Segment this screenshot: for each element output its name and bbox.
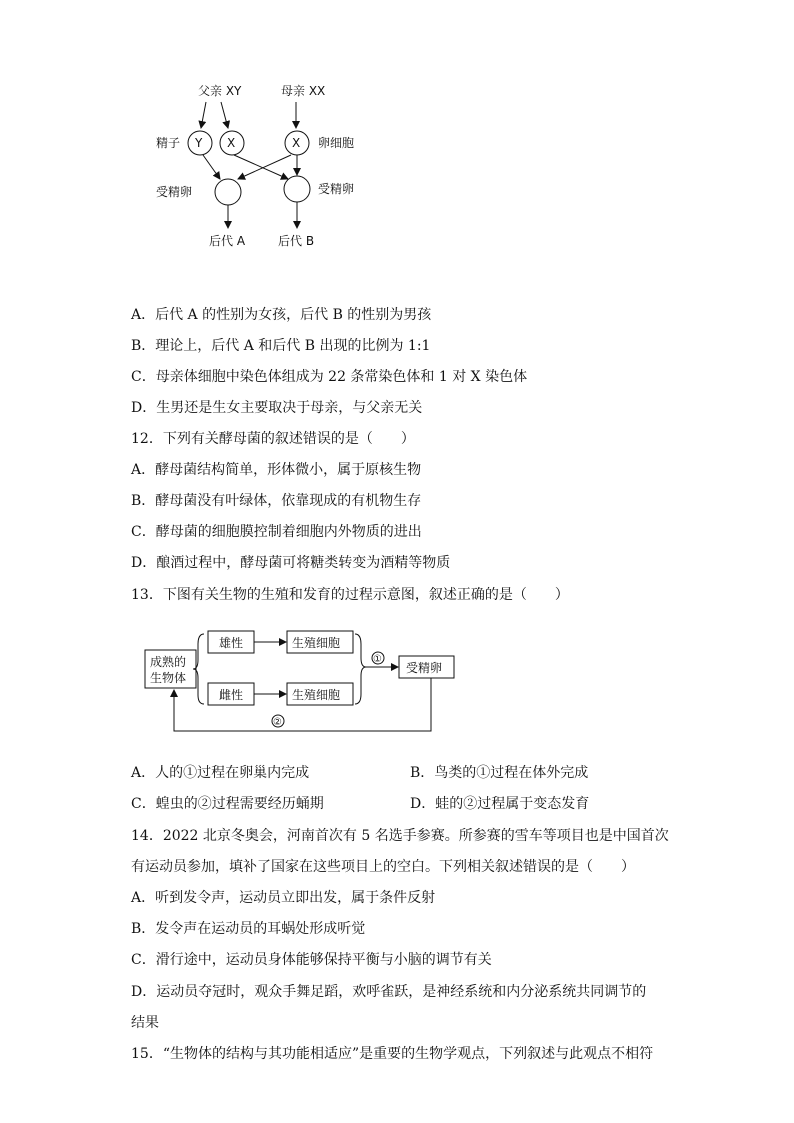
- step2-label: ②: [273, 717, 282, 728]
- father-label: 父亲 XY: [198, 84, 242, 98]
- mother-label: 母亲 XX: [281, 84, 326, 98]
- female-label: 雌性: [219, 688, 244, 702]
- germ-cell-bottom-label: 生殖细胞: [292, 688, 341, 702]
- q14-option-b: B．发令声在运动员的耳蜗处形成听觉: [131, 921, 366, 937]
- q14-stem-line2: 有运动员参加，填补了国家在这些项目上的空白。下列相关叙述错误的是（ ）: [131, 859, 635, 875]
- zygote-label: 受精卵: [406, 661, 443, 675]
- q15-stem-line1: 15．“生物体的结构与其功能相适应”是重要的生物学观点，下列叙述与此观点不相符: [131, 1046, 654, 1062]
- q13-stem: 13．下图有关生物的生殖和发育的过程示意图，叙述正确的是（ ）: [131, 587, 569, 603]
- q11-option-d: D．生男还是生女主要取决于母亲，与父亲无关: [131, 400, 423, 416]
- q13-option-a: A．人的①过程在卵巢内完成: [131, 765, 310, 781]
- q14-option-d: D．运动员夺冠时，观众手舞足蹈，欢呼雀跃，是神经系统和内分泌系统共同调节的: [131, 984, 647, 1000]
- step1-label: ①: [373, 654, 382, 665]
- q12-option-a: A．酵母菌结构简单，形体微小，属于原核生物: [131, 462, 422, 478]
- q13-option-c: C．蝗虫的②过程需要经历蛹期: [131, 796, 324, 812]
- germ-cell-top-label: 生殖细胞: [292, 636, 341, 650]
- q12-stem: 12．下列有关酵母菌的叙述错误的是（ ）: [131, 431, 415, 447]
- q11-option-b: B．理论上，后代 A 和后代 B 出现的比例为 1:1: [131, 338, 431, 354]
- mature-organism-line1: 成熟的: [150, 655, 187, 669]
- fertilized-egg-right-label: 受精卵: [318, 182, 355, 196]
- offspring-b: 后代 B: [278, 234, 315, 248]
- mature-organism-line2: 生物体: [150, 671, 187, 685]
- reproduction-cycle-diagram: [0, 620, 794, 745]
- q13-option-d: D．蛙的②过程属于变态发育: [410, 796, 590, 812]
- male-label: 雄性: [219, 636, 244, 650]
- q14-option-c: C．滑行途中，运动员身体能够保持平衡与小脑的调节有关: [131, 952, 492, 968]
- sperm-y: Y: [195, 136, 203, 150]
- fertilized-egg-left-label: 受精卵: [156, 185, 193, 199]
- q11-option-a: A．后代 A 的性别为女孩，后代 B 的性别为男孩: [131, 307, 432, 323]
- sperm-x: X: [227, 136, 236, 150]
- egg-label: 卵细胞: [318, 136, 355, 150]
- sperm-label: 精子: [156, 136, 181, 150]
- q11-option-c: C．母亲体细胞中染色体组成为 22 条常染色体和 1 对 X 染色体: [131, 369, 528, 385]
- q12-option-c: C．酵母菌的细胞膜控制着细胞内外物质的进出: [131, 524, 422, 540]
- q14-stem-line1: 14．2022 北京冬奥会，河南首次有 5 名选手参赛。所参赛的雪车等项目也是中国首次: [131, 828, 669, 844]
- q13-option-b: B．鸟类的①过程在体外完成: [410, 765, 589, 781]
- fertilized-egg-right: [284, 176, 310, 202]
- q12-option-b: B．酵母菌没有叶绿体，依靠现成的有机物生存: [131, 493, 422, 509]
- fertilized-egg-left: [215, 179, 241, 205]
- sex-determination-diagram: [0, 75, 794, 335]
- q12-option-d: D．酿酒过程中，酵母菌可将糖类转变为酒精等物质: [131, 555, 451, 571]
- egg-x: X: [292, 136, 301, 150]
- offspring-a: 后代 A: [209, 234, 246, 248]
- q14-option-a: A．听到发令声，运动员立即出发，属于条件反射: [131, 890, 436, 906]
- q14-option-d-continued: 结果: [131, 1015, 159, 1031]
